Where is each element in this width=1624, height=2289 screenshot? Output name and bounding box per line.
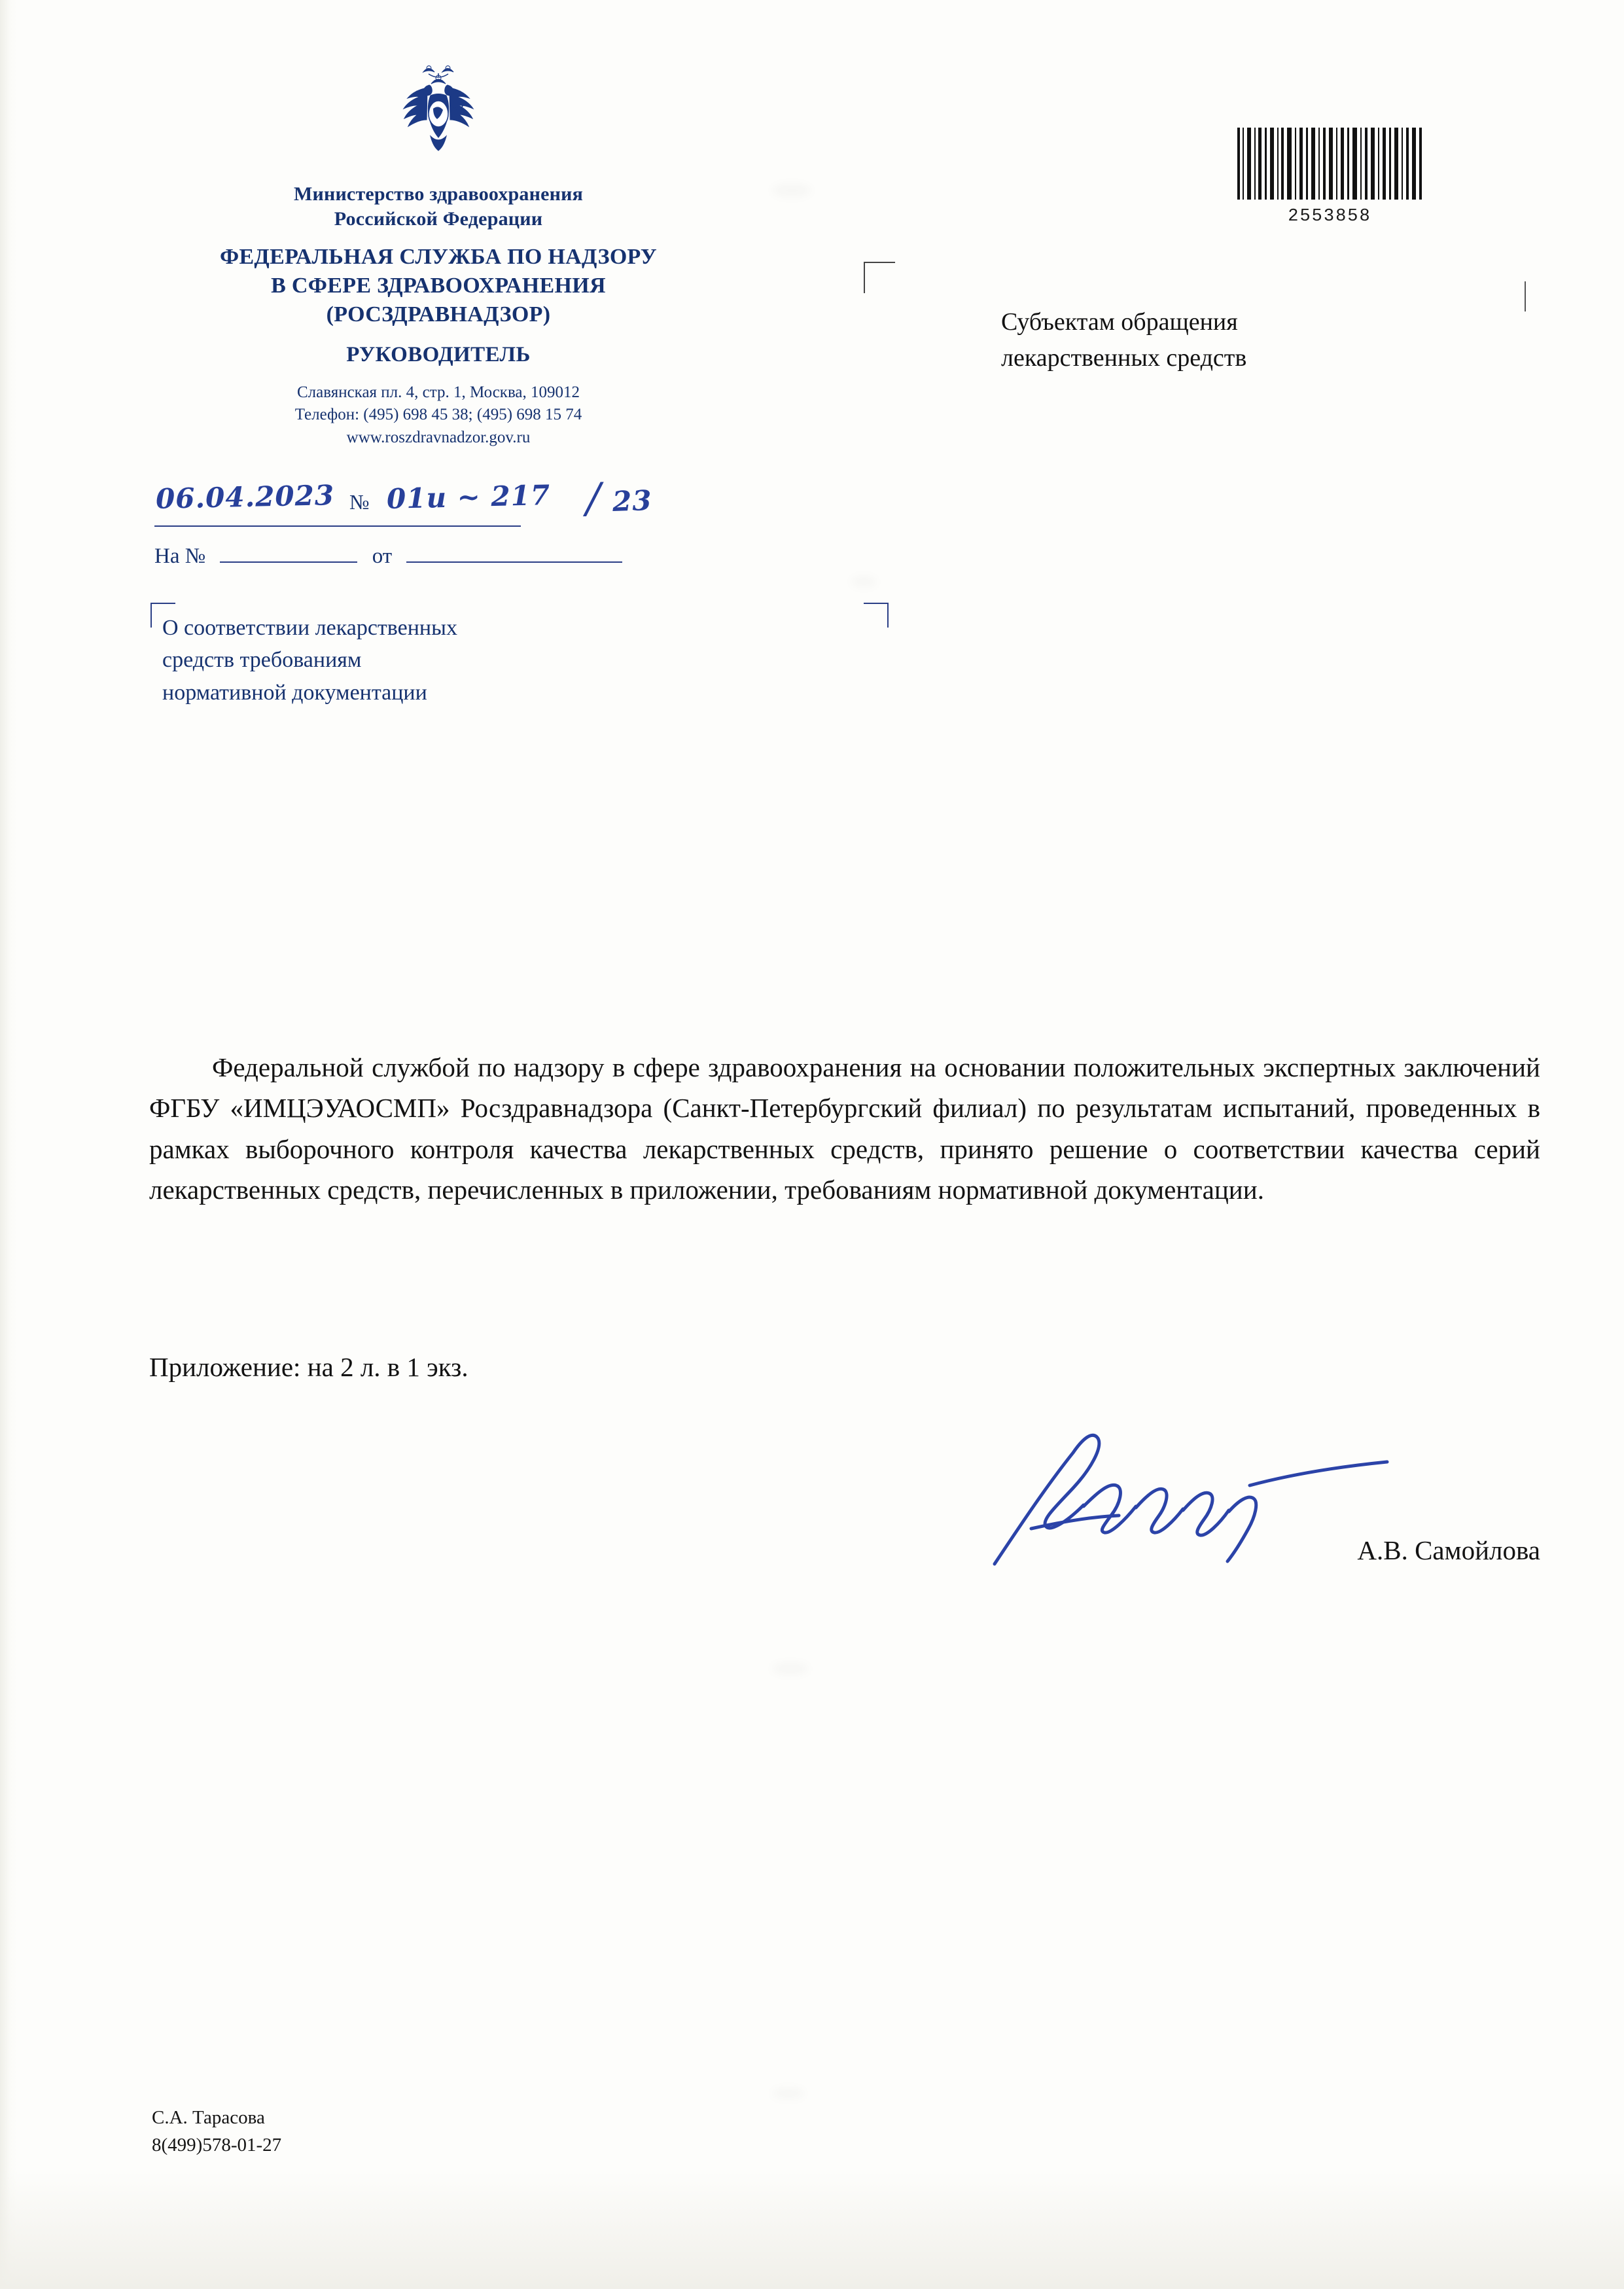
coat-of-arms-icon xyxy=(389,59,487,177)
reference-label: На № xyxy=(154,544,206,568)
subject-block xyxy=(162,612,725,709)
subject-bracket-left xyxy=(150,603,175,628)
reference-line xyxy=(154,542,743,569)
reference-date-blank xyxy=(406,542,622,563)
service-line-3: (РОСЗДРАВНАДЗОР) xyxy=(326,302,551,327)
registration-number: 01и ~ 217 xyxy=(386,478,551,516)
signer-name: А.В. Самойлова xyxy=(1357,1535,1540,1565)
barcode-block xyxy=(1231,128,1428,226)
scan-artifact xyxy=(851,576,877,588)
service-line-1: ФЕДЕРАЛЬНАЯ СЛУЖБА ПО НАДЗОРУ xyxy=(219,245,658,269)
subject-line-2: средств требованиям xyxy=(162,648,362,673)
role-title: РУКОВОДИТЕЛЬ xyxy=(346,342,531,366)
executor-block xyxy=(152,2104,281,2159)
service-name xyxy=(150,243,726,330)
reference-from-label: от xyxy=(372,544,393,568)
ministry-line-1: Министерство здравоохранения xyxy=(293,183,584,205)
scan-artifact xyxy=(772,1662,809,1675)
barcode-number: 2553858 xyxy=(1288,207,1371,226)
body-paragraph-1: Федеральной службой по надзору в сфере здравоохранения на основании положительных экспертных заключений ФГБУ «ИМЦЭУАОСМП» Росздравнадзора (Санкт-Петербургский филиал) по результатам испытаний, проведенных в рамках выборочного контроля качества лекарственных средств, принято решение о соответствии качества серий лекарственных средств, перечисленных в приложении, требованиям нормативной документации. xyxy=(149,1052,1540,1205)
addressee-bracket-right xyxy=(1525,281,1526,311)
addressee-line-1: Субъектам обращения xyxy=(1001,308,1238,336)
reference-number-blank xyxy=(220,542,357,563)
letterhead xyxy=(150,59,726,449)
addressee-bracket-left xyxy=(864,262,895,293)
addressee-block xyxy=(1001,304,1472,376)
subject-bracket-right xyxy=(864,603,889,628)
registration-date: 06.04.2023 xyxy=(155,479,335,515)
scan-edge-left xyxy=(0,0,17,2289)
subject-line-1: О соответствии лекарственных xyxy=(162,616,457,640)
ministry-name xyxy=(150,182,726,231)
contact-block xyxy=(150,382,726,450)
registration-year: 23 xyxy=(612,484,653,518)
registration-number-label: № xyxy=(349,490,370,514)
attachment-note: Приложение: на 2 л. в 1 экз. xyxy=(149,1352,468,1382)
phone-numbers: Телефон: (495) 698 45 38; (495) 698 15 74 xyxy=(294,406,582,424)
barcode-icon xyxy=(1235,128,1424,200)
subject-line-3: нормативной документации xyxy=(162,680,427,705)
scan-artifact xyxy=(772,183,811,198)
addressee-line-2: лекарственных средств xyxy=(1001,344,1247,372)
scan-artifact xyxy=(772,2087,805,2099)
registration-underline xyxy=(154,525,521,527)
website-link[interactable]: www.roszdravnadzor.gov.ru xyxy=(346,428,531,446)
executor-name: С.А. Тарасова xyxy=(152,2107,265,2128)
registration-slash: / xyxy=(586,474,601,523)
letter-body xyxy=(149,1047,1540,1210)
service-line-2: В СФЕРЕ ЗДРАВООХРАНЕНИЯ xyxy=(271,274,606,298)
executor-phone: 8(499)578-01-27 xyxy=(152,2135,282,2156)
postal-address: Славянская пл. 4, стр. 1, Москва, 109012 xyxy=(296,383,580,401)
registration-row xyxy=(154,474,743,527)
scan-edge-bottom xyxy=(0,2171,1624,2289)
ministry-line-2: Российской Федерации xyxy=(334,207,543,230)
